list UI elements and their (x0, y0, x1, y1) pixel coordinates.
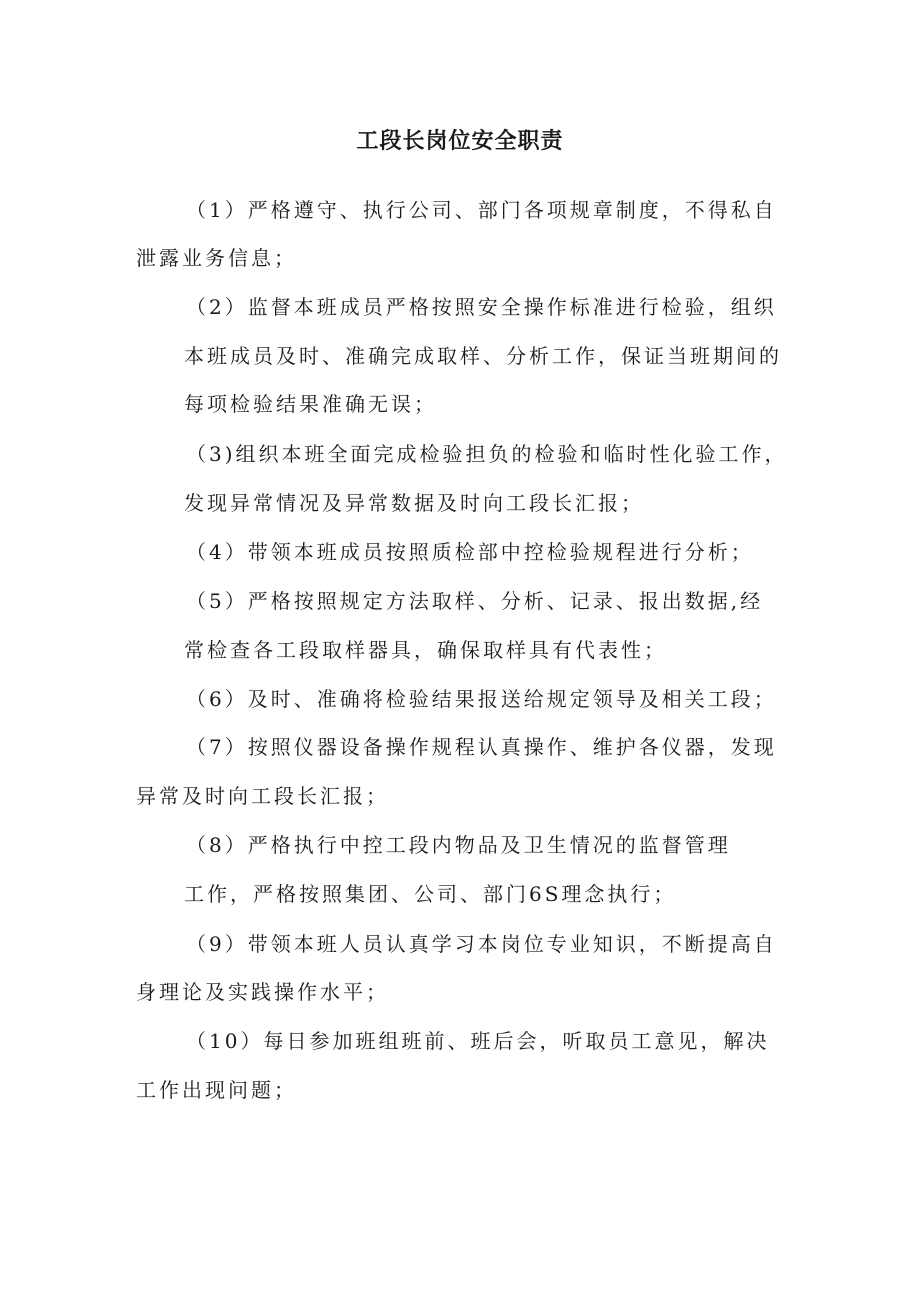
duty-line: 发现异常情况及异常数据及时向工段长汇报； (184, 491, 644, 515)
duty-line: （6）及时、准确将检验结果报送给规定领导及相关工段； (186, 687, 777, 711)
page-title: 工段长岗位安全职责 (356, 129, 564, 154)
duty-line: 每项检验结果准确无误； (184, 392, 437, 416)
duty-line: （5）严格按照规定方法取样、分析、记录、报出数据,经 (186, 589, 764, 613)
duty-line: 泄露业务信息； (136, 246, 297, 270)
duty-line: 工作，严格按照集团、公司、部门6S理念执行； (184, 882, 677, 906)
duty-line: （7）按照仪器设备操作规程认真操作、维护各仪器，发现 (186, 735, 777, 759)
duty-line: 异常及时向工段长汇报； (136, 784, 389, 808)
duty-line: （3)组织本班全面完成检验担负的检验和临时性化验工作， (186, 442, 788, 466)
duty-line: 本班成员及时、准确完成取样、分析工作，保证当班期间的 (184, 344, 782, 368)
duty-line: 身理论及实践操作水平； (136, 980, 389, 1004)
duty-line: （8）严格执行中控工段内物品及卫生情况的监督管理 (186, 833, 731, 857)
duty-line: （10）每日参加班组班前、班后会，听取员工意见，解决 (186, 1029, 770, 1053)
duty-line: （2）监督本班成员严格按照安全操作标准进行检验，组织 (186, 295, 777, 319)
duty-line: （9）带领本班人员认真学习本岗位专业知识，不断提高自 (186, 932, 777, 956)
duty-line: 工作出现问题； (136, 1078, 297, 1102)
duty-line: 常检查各工段取样器具，确保取样具有代表性； (184, 638, 667, 662)
duty-line: （4）带领本班成员按照质检部中控检验规程进行分析； (186, 540, 754, 564)
duty-line: （1）严格遵守、执行公司、部门各项规章制度，不得私自 (186, 198, 777, 222)
